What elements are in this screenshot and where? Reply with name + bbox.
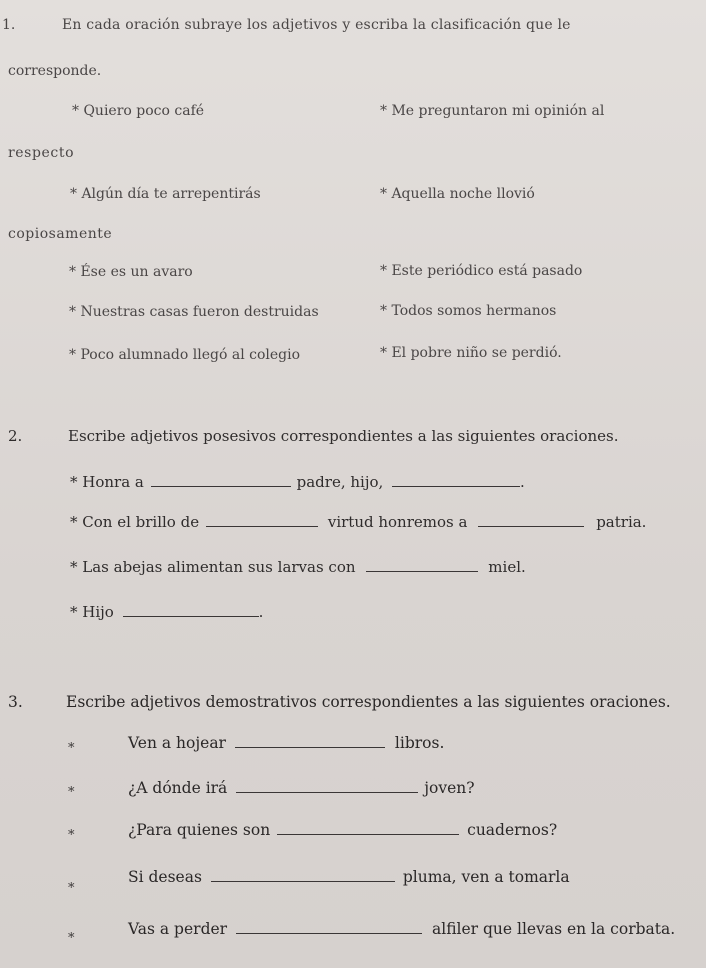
answer-blank[interactable] xyxy=(206,514,318,527)
sentence-9: * Poco alumnado llegó al colegio xyxy=(69,347,301,363)
exercise-3-4: Si deseas pluma, ven a tomarla xyxy=(128,868,570,886)
sentence-5: * Ése es un avaro xyxy=(69,264,193,280)
exercise-2-1: * Honra a padre, hijo, . xyxy=(70,473,525,491)
sentence-4: * Aquella noche llovió xyxy=(380,186,535,202)
bullet-asterisk: * xyxy=(68,931,75,946)
sentence-7: * Nuestras casas fueron destruidas xyxy=(69,304,319,320)
section-1-instruction-cont: corresponde. xyxy=(8,63,102,79)
answer-blank[interactable] xyxy=(392,474,520,487)
exercise-3-1: Ven a hojear libros. xyxy=(128,734,445,752)
answer-blank[interactable] xyxy=(277,822,459,835)
sentence-3: * Algún día te arrepentirás xyxy=(70,186,261,202)
bullet-asterisk: * xyxy=(68,828,75,843)
answer-blank[interactable] xyxy=(123,604,259,617)
sentence-10: * El pobre niño se perdió. xyxy=(380,345,562,361)
section-1-instruction: En cada oración subraye los adjetivos y escriba la clasificación que le xyxy=(62,17,571,33)
bullet-asterisk: * xyxy=(68,785,75,800)
answer-blank[interactable] xyxy=(211,869,395,882)
sentence-4-cont: copiosamente xyxy=(8,226,113,242)
sentence-2-cont: respecto xyxy=(8,145,75,161)
section-3-instruction: Escribe adjetivos demostrativos correspondientes a las siguientes oraciones. xyxy=(66,693,671,711)
exercise-3-2: ¿A dónde irá joven? xyxy=(128,779,475,797)
sentence-2: * Me preguntaron mi opinión al xyxy=(380,103,605,119)
answer-blank[interactable] xyxy=(366,559,478,572)
sentence-6: * Este periódico está pasado xyxy=(380,263,583,279)
answer-blank[interactable] xyxy=(478,514,584,527)
section-2-instruction: Escribe adjetivos posesivos correspondientes a las siguientes oraciones. xyxy=(68,427,619,445)
exercise-3-5: Vas a perder alfiler que llevas en la corbata. xyxy=(128,920,676,938)
section-3-number: 3. xyxy=(8,693,23,711)
exercise-2-4: * Hijo . xyxy=(70,603,264,621)
sentence-1: * Quiero poco café xyxy=(72,103,205,119)
answer-blank[interactable] xyxy=(236,921,422,934)
exercise-3-3: ¿Para quienes son cuadernos? xyxy=(128,821,558,839)
bullet-asterisk: * xyxy=(68,741,75,756)
answer-blank[interactable] xyxy=(235,735,385,748)
bullet-asterisk: * xyxy=(68,881,75,896)
exercise-2-2: * Con el brillo de virtud honremos a patria. xyxy=(70,513,647,531)
answer-blank[interactable] xyxy=(236,780,418,793)
section-1-number: 1. xyxy=(2,17,16,33)
exercise-2-3: * Las abejas alimentan sus larvas con miel. xyxy=(70,558,526,576)
section-2-number: 2. xyxy=(8,427,23,445)
sentence-8: * Todos somos hermanos xyxy=(380,303,557,319)
answer-blank[interactable] xyxy=(151,474,291,487)
